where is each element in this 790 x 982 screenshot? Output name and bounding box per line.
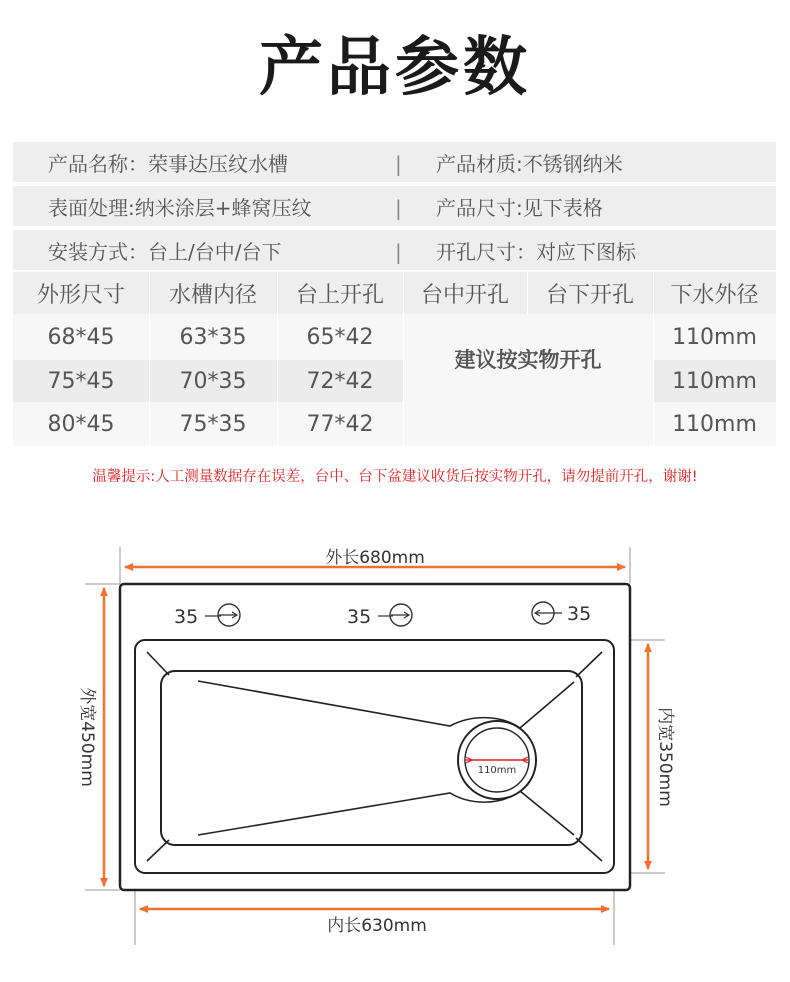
outer-width-label: 外宽450mm — [77, 687, 97, 787]
product-size: 产品尺寸:见下表格 — [436, 196, 603, 220]
hole-3-label: 35 — [567, 603, 592, 625]
column-divider — [527, 272, 528, 314]
info-row-name — [13, 142, 776, 182]
table-header: 下水外径 — [653, 272, 776, 314]
product-material: 产品材质:不锈钢纳米 — [436, 152, 623, 176]
drain-label: 110mm — [477, 765, 517, 776]
table-cell: 70*35 — [149, 360, 277, 402]
product-name: 产品名称：荣事达压纹水槽 — [48, 152, 288, 176]
column-divider — [149, 272, 150, 446]
table-cell: 63*35 — [149, 314, 277, 360]
table-cell: 80*45 — [13, 402, 149, 446]
inner-length-label: 内长630mm — [327, 916, 427, 936]
table-header: 水槽内径 — [149, 272, 277, 314]
inner-width-label: 内宽350mm — [655, 707, 675, 807]
table-header: 台中开孔 — [403, 272, 527, 314]
table-cell: 75*45 — [13, 360, 149, 402]
table-cell: 75*35 — [149, 402, 277, 446]
table-header: 台下开孔 — [527, 272, 653, 314]
page-title: 产品参数 — [259, 31, 531, 105]
table-cell: 65*42 — [277, 314, 403, 360]
notice-text: 温馨提示:人工测量数据存在误差，台中、台下盆建议收货后按实物开孔，请勿提前开孔，谢谢! — [92, 469, 698, 485]
table-cell: 72*42 — [277, 360, 403, 402]
spec-table — [13, 272, 776, 446]
table-cell: 68*45 — [13, 314, 149, 360]
table-header: 外形尺寸 — [13, 272, 149, 314]
column-divider — [277, 272, 278, 446]
separator: | — [395, 240, 402, 264]
sink-diagram — [0, 500, 790, 980]
table-cell: 77*42 — [277, 402, 403, 446]
column-divider — [403, 272, 404, 446]
table-cell: 110mm — [653, 314, 776, 360]
install-method: 安装方式：台上/台中/台下 — [48, 240, 282, 264]
table-cell: 110mm — [653, 402, 776, 446]
table-header: 台上开孔 — [277, 272, 403, 314]
info-row-install — [13, 230, 776, 270]
column-divider — [653, 272, 654, 446]
merged-cutout-note: 建议按实物开孔 — [403, 314, 653, 446]
separator: | — [395, 152, 402, 176]
table-cell: 110mm — [653, 360, 776, 402]
outer-length-label: 外长680mm — [325, 548, 425, 568]
separator: | — [395, 196, 402, 220]
surface-treatment: 表面处理:纳米涂层+蜂窝压纹 — [48, 196, 312, 220]
info-row-surface — [13, 186, 776, 226]
hole-1-label: 35 — [174, 606, 199, 628]
cutout-size: 开孔尺寸：对应下图标 — [436, 240, 636, 264]
hole-2-label: 35 — [347, 606, 372, 628]
